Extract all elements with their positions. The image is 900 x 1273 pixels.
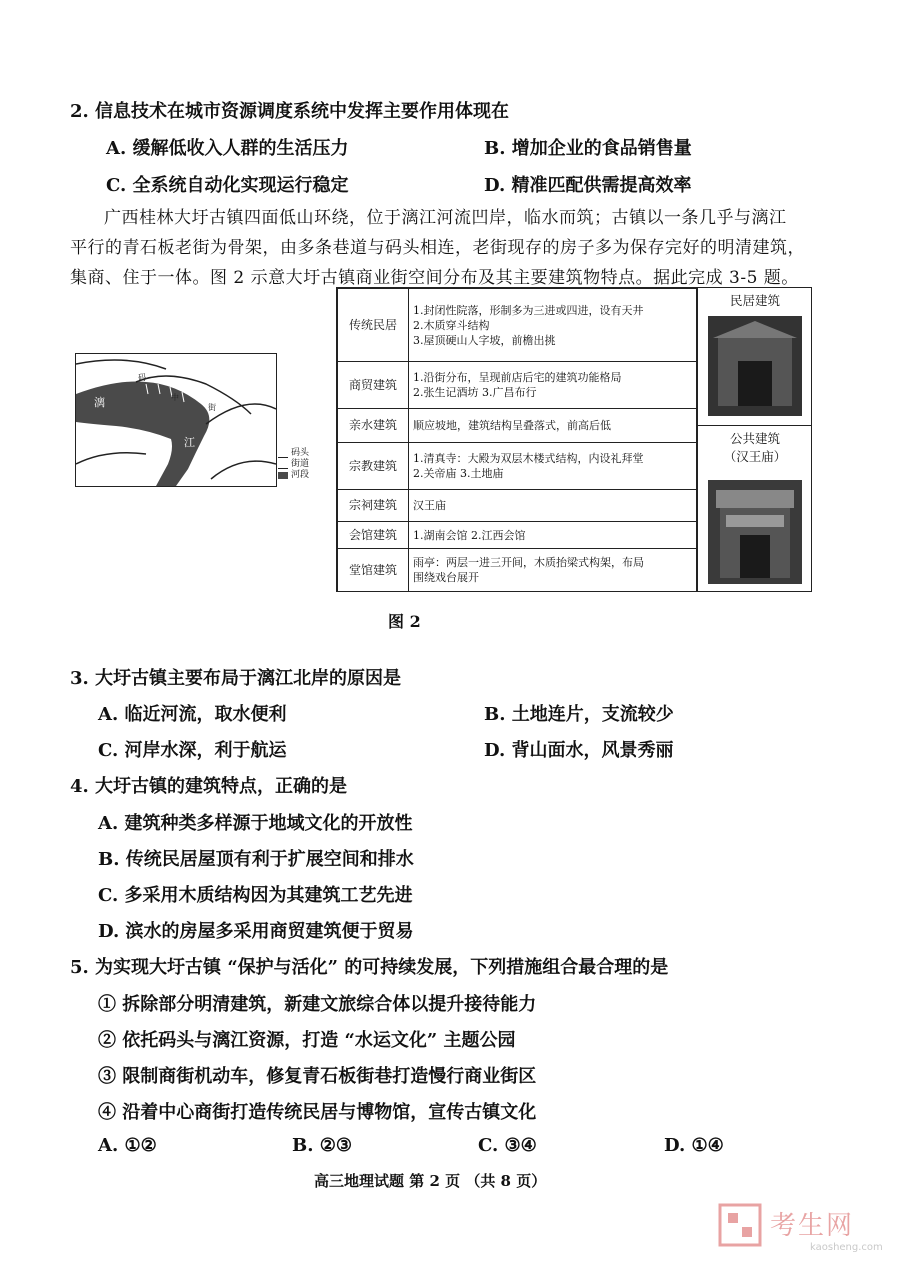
desc-line: 1.清真寺：大殿为双层木楼式结构，内设礼拜堂 [413, 452, 644, 465]
legend-river: 河段 [291, 470, 310, 480]
temple-photo-drawing [708, 480, 802, 584]
row-category: 会馆建筑 [338, 522, 409, 549]
q5-option-d: D. ①④ [664, 1135, 724, 1156]
row-description: 顺应坡地，建筑结构呈叠落式，前高后低 [409, 409, 697, 443]
map-label-3: 码 [138, 373, 146, 382]
q3-option-a: A. 临近河流，取水便利 [98, 704, 287, 725]
q3-option-b: B. 土地连片，支流较少 [484, 704, 674, 725]
row-category: 宗祠建筑 [338, 490, 409, 522]
tributary-line [76, 453, 146, 464]
q5-item-3: ③ 限制商街机动车，修复青石板街巷打造慢行商业街区 [98, 1066, 537, 1087]
road-line-3 [211, 461, 276, 479]
row-description [409, 549, 697, 592]
q4-stem: 4. 大圩古镇的建筑特点，正确的是 [70, 776, 348, 797]
q3-option-c: C. 河岸水深，利于航运 [98, 740, 287, 761]
row-description: 汉王庙 [409, 490, 697, 522]
residence-photo [708, 316, 802, 416]
table-row [338, 409, 697, 443]
q4-option-c: C. 多采用木质结构因为其建筑工艺先进 [98, 885, 413, 906]
passage-line-3: 集商、住于一体。图 2 示意大圩古镇商业街空间分布及其主要建筑物特点。据此完成 3-5 题。 [70, 268, 799, 288]
legend-dock: 码头 [291, 448, 310, 458]
q5-item-4: ④ 沿着中心商街打造传统民居与博物馆，宣传古镇文化 [98, 1102, 537, 1123]
q4-option-d: D. 滨水的房屋多采用商贸建筑便于贸易 [98, 921, 414, 942]
table-row [338, 490, 697, 522]
row-category: 传统民居 [338, 289, 409, 362]
q2-option-b: B. 增加企业的食品销售量 [484, 138, 692, 159]
row-description [409, 443, 697, 490]
photo2-title: 公共建筑 [729, 431, 780, 446]
passage-line-1: 广西桂林大圩古镇四面低山环绕，位于漓江河流凹岸，临水而筑；古镇以一条几乎与漓江 [104, 208, 787, 228]
q2-stem: 2. 信息技术在城市资源调度系统中发挥主要作用体现在 [70, 101, 510, 122]
road-line [206, 404, 276, 424]
passage-line-2: 平行的青石板老街为骨架，由多条巷道与码头相连，老街现存的房子多为保存完好的明清建筑， [70, 238, 805, 258]
map-drawing [76, 354, 276, 486]
q2-option-a: A. 缓解低收入人群的生活压力 [106, 138, 349, 159]
q4-option-a: A. 建筑种类多样源于地域文化的开放性 [98, 813, 413, 834]
photo-divider [698, 425, 812, 426]
q2-option-d: D. 精准匹配供需提高效率 [484, 175, 692, 196]
desc-line: 围绕戏台展开 [413, 571, 479, 584]
figure-caption: 图 2 [388, 612, 421, 631]
table-row [338, 289, 697, 362]
q5-option-b: B. ②③ [292, 1135, 353, 1156]
desc-line: 1.沿街分布，呈现前店后宅的建筑功能格局 [413, 371, 622, 384]
watermark-logo-icon [718, 1203, 762, 1247]
map-legend [278, 448, 309, 481]
q2-option-c: C. 全系统自动化实现运行稳定 [106, 175, 349, 196]
watermark [770, 1205, 883, 1253]
dock-legend-icon [278, 450, 288, 458]
row-category: 宗教建筑 [338, 443, 409, 490]
residence-photo-drawing [708, 316, 802, 416]
town-map [75, 353, 277, 487]
photo-panel [697, 288, 812, 591]
q3-option-d: D. 背山面水，风景秀丽 [484, 740, 674, 761]
q3-stem: 3. 大圩古镇主要布局于漓江北岸的原因是 [70, 668, 402, 689]
q5-item-1: ① 拆除部分明清建筑，新建文旅综合体以提升接待能力 [98, 994, 537, 1015]
row-description [409, 289, 697, 362]
temple-photo [708, 480, 802, 584]
row-description [409, 362, 697, 409]
desc-line: 2.木质穿斗结构 [413, 318, 490, 332]
q5-stem: 5. 为实现大圩古镇 “保护与活化” 的可持续发展，下列措施组合最合理的是 [70, 957, 669, 978]
desc-line: 2.张生记酒坊 3.广昌布行 [413, 386, 537, 399]
photo1-title: 民居建筑 [729, 293, 780, 308]
q5-item-2: ② 依托码头与漓江资源，打造 “水运文化” 主题公园 [98, 1030, 516, 1051]
desc-line: 2.关帝庙 3.土地庙 [413, 467, 504, 480]
watermark-url: kaosheng.com [810, 1242, 883, 1253]
map-label-4: 中 [171, 393, 179, 402]
q5-option-c: C. ③④ [478, 1135, 537, 1156]
q4-option-b: B. 传统民居屋顶有利于扩展空间和排水 [98, 849, 414, 870]
page-footer: 高三地理试题 第 2 页 （共 8 页） [314, 1172, 547, 1190]
map-label-2: 江 [184, 436, 195, 449]
building-table [336, 287, 812, 592]
street-legend-icon [278, 461, 288, 469]
street-line-2 [76, 360, 166, 369]
legend-street: 街道 [291, 459, 310, 469]
desc-line: 3.屋顶硬山人字坡，前檐出挑 [413, 333, 556, 347]
table-row [338, 443, 697, 490]
table-row [338, 549, 697, 592]
q5-option-a: A. ①② [98, 1135, 157, 1156]
desc-line: 1.封闭性院落，形制多为三进或四进，设有天井 [413, 303, 644, 317]
table-row [338, 522, 697, 549]
row-category: 亲水建筑 [338, 409, 409, 443]
river-legend-icon [278, 472, 288, 479]
row-description: 1.湖南会馆 2.江西会馆 [409, 522, 697, 549]
row-category: 商贸建筑 [338, 362, 409, 409]
row-category: 堂馆建筑 [338, 549, 409, 592]
photo2-subtitle: （汉王庙） [723, 449, 787, 464]
map-label-5: 街 [208, 403, 216, 412]
desc-line: 雨亭：两层一进三开间，木质抬梁式构架，布局 [413, 556, 644, 569]
map-label-1: 漓 [94, 396, 105, 409]
table-row [338, 362, 697, 409]
watermark-text: 考生网 [770, 1211, 855, 1241]
